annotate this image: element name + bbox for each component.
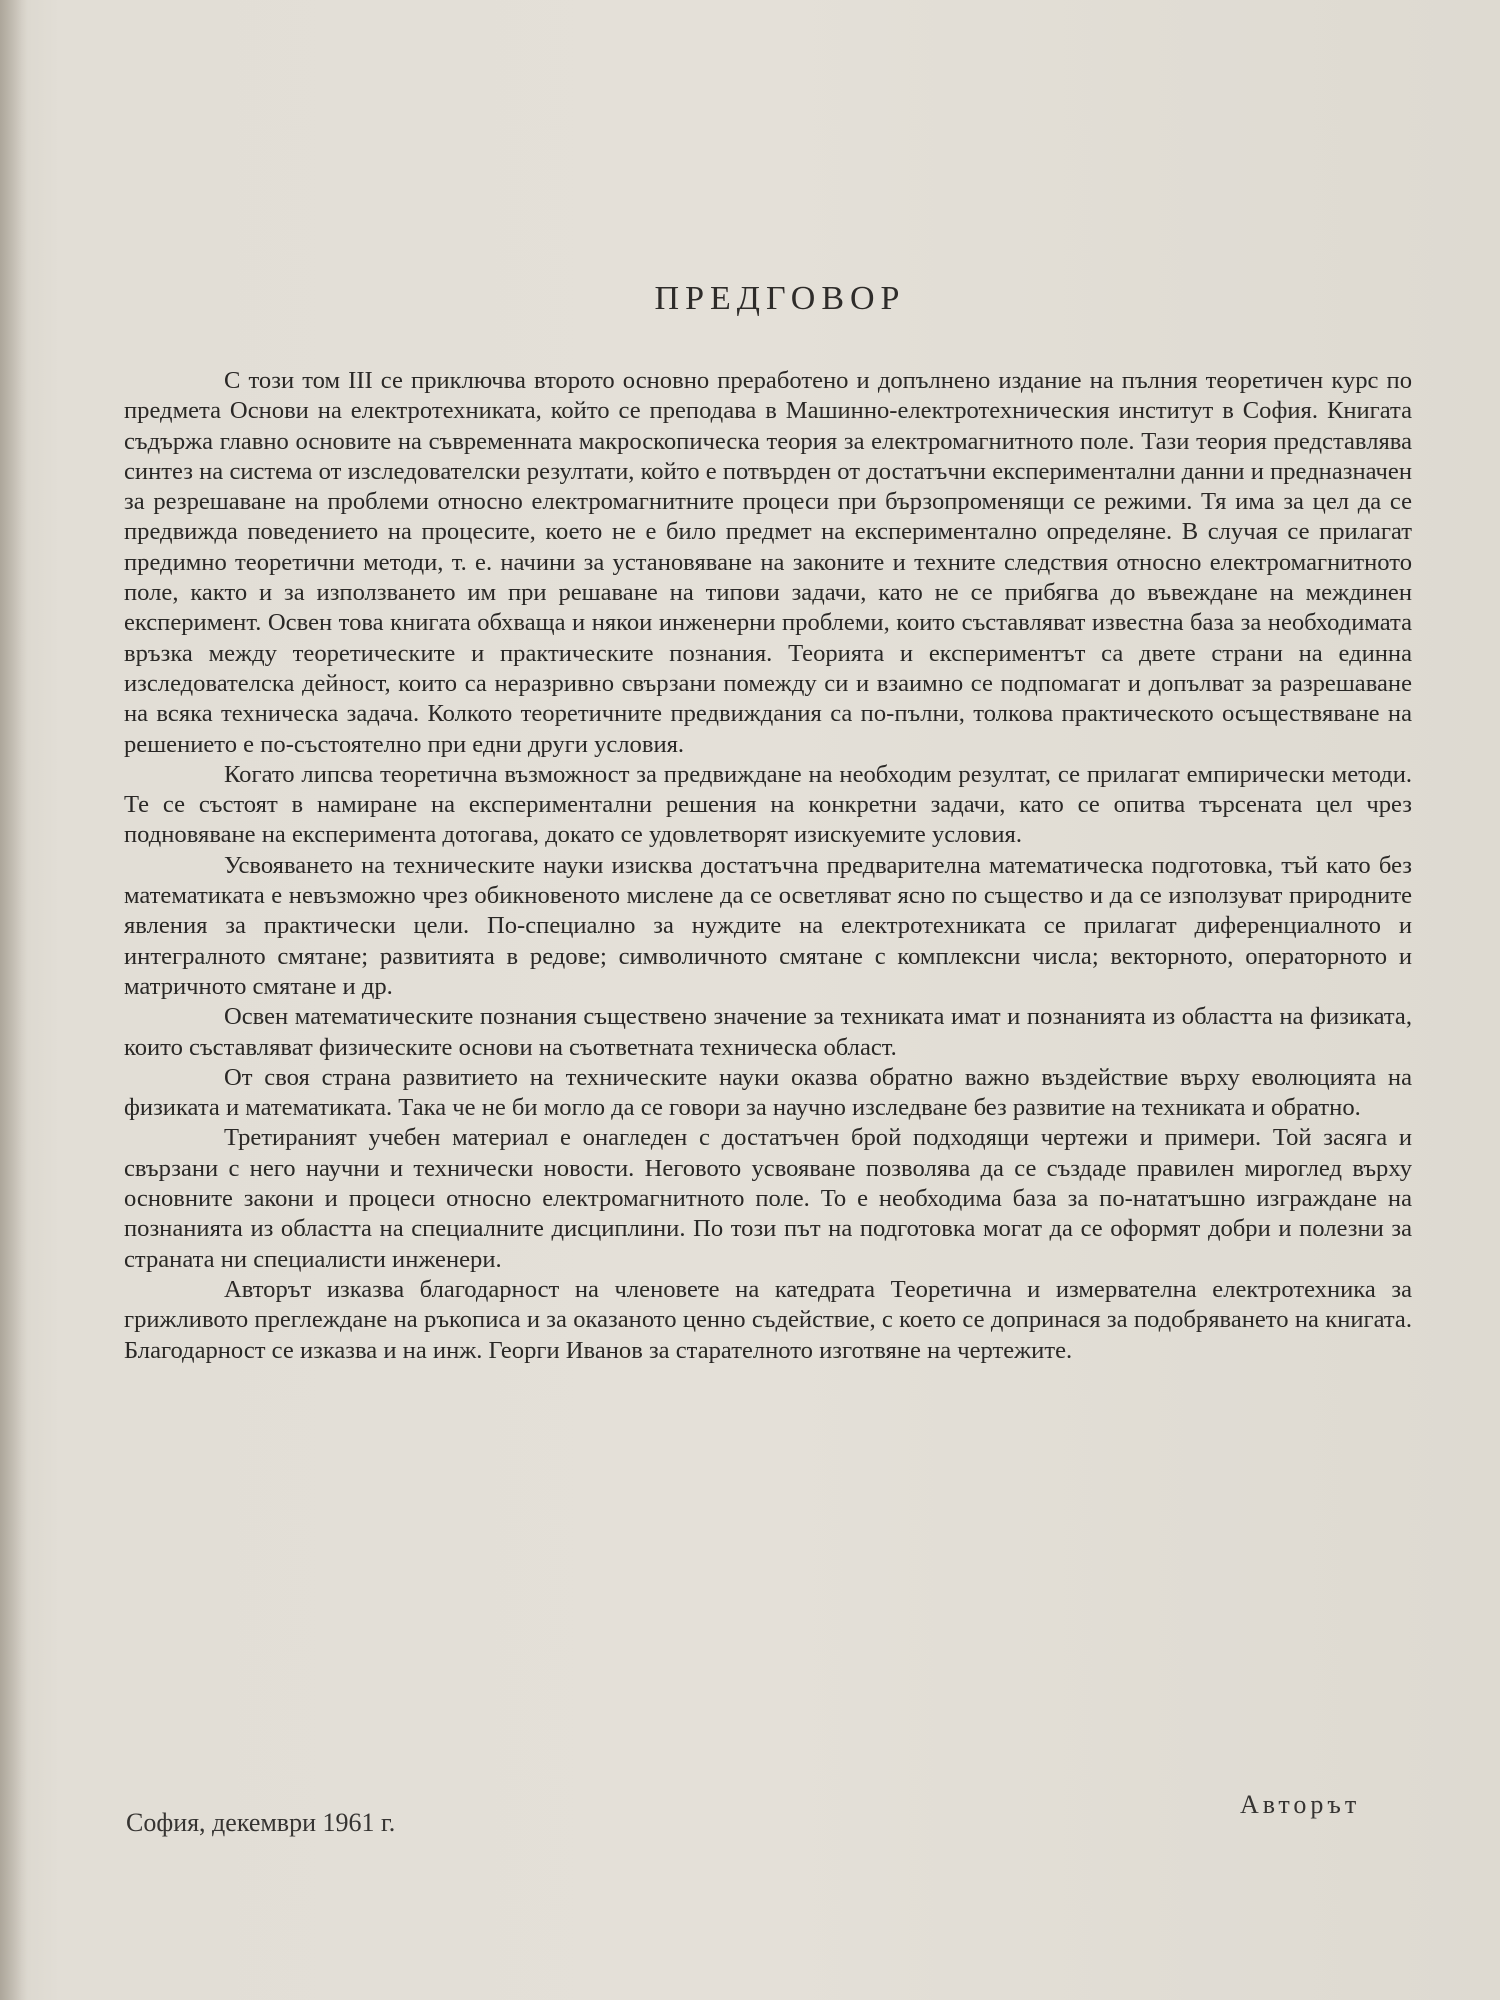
paragraph-6: Третираният учебен материал е онагледен с достатъчен брой подходящи чертежи и примери. Той засяга и свързани с него научни и технически новости. Неговото усвояване позволява да се създаде правилен мироглед върху основните закони и процеси относно електромагнитното поле. То е необходима база за по-нататъшно изграждане на познанията из областта на специалните дисциплини. По този път на подготовка могат да се оформят добри и полезни за страната ни специалисти инженери.	[124, 1124, 1412, 1273]
place-and-date: София, декември 1961 г.	[126, 1808, 396, 1837]
paragraph-2: Когато липсва теоретична възможност за предвиждане на необходим резултат, се прилагат емпирически методи. Те се състоят в намиране на експериментални решения на конкретни задачи, като се опитва търсената цел чрез подновяване на експеримента дотогава, докато се удовлетворят изискуемите условия.	[124, 760, 1412, 849]
paragraph-1: С този том III се приключва второто основно преработено и допълнено издание на пълния теоретичен курс по предмета Основи на електротехниката, който се преподава в Машинно-електротехническия институт в София. Книгата съдържа главно основите на съвременната макроскопическа теория за електромагнитното поле. Тази теория представлява синтез на система от изследователски резултати, който е потвърден от достатъчни експериментални данни и предназначен за резрешаване на проблеми относно електромагнитните процеси при бързопроменящи се режими. Тя има за цел да се предвижда поведението на процесите, което не е било предмет на експериментално определяне. В случая се прилагат предимно теоретични методи, т. е. начини за установяване на законите и техните следствия относно електромагнитното поле, както и за използването им при решаване на типови задачи, като не се прибягва до въвеждане на междинен експеримент. Освен това книгата обхваща и някои инженерни проблеми, които съставляват известна база за необходимата връзка между теоретическите и практическите познания. Теорията и експериментът са двете страни на единна изследователска дейност, които са неразривно свързани помежду си и взаимно се подпомагат и допълват за разрешаване на всяка техническа задача. Колкото теоретичните предвиждания са по-пълни, толкова практическото осъществяване на решението е по-състоятелно при едни други условия.	[124, 367, 1412, 758]
paragraph-5: От своя страна развитието на техническите науки оказва обратно важно въздействие върху еволюцията на физиката и математиката. Така че не би могло да се говори за научно изследване без развитие на техниката и обратно.	[124, 1063, 1412, 1122]
paragraph-3: Усвояването на техническите науки изисква достатъчна предварителна математическа подготовка, тъй като без математиката е невъзможно чрез обикновеното мислене да се осветляват ясно по същество и да се използуват природните явления за практически цели. По-специално за нуждите на електротехниката се прилагат диференциалното и интегралното смятане; развитията в редове; символичното смятане с комплексни числа; векторното, операторното и матричното смятане и др.	[124, 851, 1412, 1000]
paragraph-7: Авторът изказва благодарност на членовете на катедрата Теоретична и измервателна електротехника за грижливото преглеждане на ръкописа и за оказаното ценно съдействие, с което се допринася за подобряването на книгата. Благодарност се изказва и на инж. Георги Иванов за старателното изготвяне на чертежите.	[124, 1275, 1412, 1364]
author-signature: Авторът	[1240, 1790, 1361, 1819]
page-title: ПРЕДГОВОР	[654, 280, 906, 317]
paragraph-4: Освен математическите познания съществено значение за техниката имат и познанията из областта на физиката, които съставляват физическите основи на съответната техническа област.	[124, 1003, 1412, 1061]
preface-body	[124, 366, 1412, 1366]
